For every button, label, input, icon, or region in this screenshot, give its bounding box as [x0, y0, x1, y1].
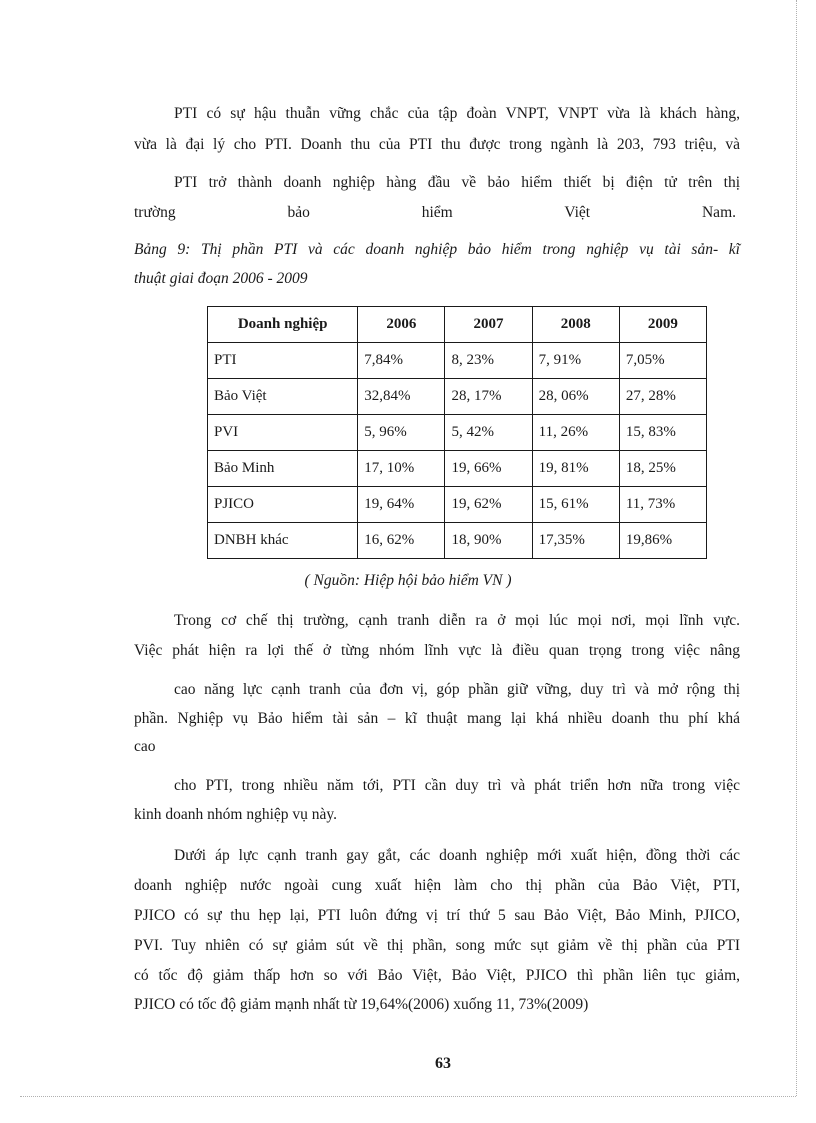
paragraph-3-line-2: Việc phát hiện ra lợi thế ở từng nhóm lĩnh vực là điều quan trọng trong việc nâng	[134, 642, 740, 659]
cell-value: 32,84%	[358, 379, 445, 415]
cell-value: 19, 66%	[445, 451, 532, 487]
paragraph-4-line-3: cao	[134, 738, 156, 755]
paragraph-6-line-5: có tốc độ giảm thấp hơn so với Bảo Việt, Bảo Việt, PJICO thì phần liên tục giảm,	[134, 967, 740, 984]
cell-value: 15, 61%	[532, 487, 619, 523]
cell-value: 7,05%	[619, 343, 706, 379]
cell-value: 16, 62%	[358, 523, 445, 559]
cell-value: 5, 96%	[358, 415, 445, 451]
paragraph-2-line-2: trường bảo hiểm Việt Nam.	[134, 204, 736, 221]
paragraph-6-line-6: PJICO có tốc độ giảm mạnh nhất từ 19,64%(2006) xuống 11, 73%(2009)	[134, 996, 589, 1013]
paragraph-5-line-2: kinh doanh nhóm nghiệp vụ này.	[134, 806, 338, 823]
cell-company: DNBH khác	[208, 523, 358, 559]
cell-company: Bảo Minh	[208, 451, 358, 487]
paragraph-1-line-2: vừa là đại lý cho PTI. Doanh thu của PTI thu được trong ngành là 203, 793 triệu, và	[134, 136, 740, 153]
cell-value: 11, 26%	[532, 415, 619, 451]
page-number: 63	[435, 1055, 451, 1072]
header-2008: 2008	[532, 307, 619, 343]
paragraph-2-line-1: PTI trở thành doanh nghiệp hàng đầu về bảo hiểm thiết bị điện tử trên thị	[174, 174, 740, 191]
table-row	[208, 487, 707, 523]
paragraph-4-line-2: phần. Nghiệp vụ Bảo hiểm tài sản – kĩ thuật mang lại khá nhiều doanh thu phí khá	[134, 710, 740, 727]
table-source-note: ( Nguồn: Hiệp hội bảo hiểm VN )	[304, 572, 512, 589]
paragraph-6-line-3: PJICO có sự thu hẹp lại, PTI luôn đứng vị trí thứ 5 sau Bảo Việt, Bảo Minh, PJICO,	[134, 907, 740, 924]
cell-value: 19, 62%	[445, 487, 532, 523]
paragraph-6-line-2: doanh nghiệp nước ngoài cung xuất hiện làm cho thị phần của Bảo Việt, PTI,	[134, 877, 740, 894]
cell-value: 18, 90%	[445, 523, 532, 559]
market-share-table	[207, 306, 707, 559]
cell-value: 19, 64%	[358, 487, 445, 523]
paragraph-1-line-1: PTI có sự hậu thuẫn vững chắc của tập đoàn VNPT, VNPT vừa là khách hàng,	[174, 105, 740, 122]
header-company: Doanh nghiệp	[208, 307, 358, 343]
cell-value: 15, 83%	[619, 415, 706, 451]
cell-value: 19,86%	[619, 523, 706, 559]
page-frame-bottom-border	[20, 1096, 796, 1097]
cell-value: 7, 91%	[532, 343, 619, 379]
paragraph-6-line-1: Dưới áp lực cạnh tranh gay gắt, các doanh nghiệp mới xuất hiện, đồng thời các	[174, 847, 740, 864]
header-2007: 2007	[445, 307, 532, 343]
cell-value: 17,35%	[532, 523, 619, 559]
cell-value: 7,84%	[358, 343, 445, 379]
table-caption-line-1: Bảng 9: Thị phần PTI và các doanh nghiệp bảo hiểm trong nghiệp vụ tài sản- kĩ	[134, 241, 740, 258]
header-2009: 2009	[619, 307, 706, 343]
header-2006: 2006	[358, 307, 445, 343]
table-header-row	[208, 307, 707, 343]
cell-value: 28, 17%	[445, 379, 532, 415]
cell-company: PTI	[208, 343, 358, 379]
cell-value: 18, 25%	[619, 451, 706, 487]
table-row	[208, 451, 707, 487]
cell-value: 27, 28%	[619, 379, 706, 415]
paragraph-6-line-4: PVI. Tuy nhiên có sự giảm sút về thị phần, song mức sụt giảm về thị phần của PTI	[134, 937, 740, 954]
table-row	[208, 343, 707, 379]
table-row	[208, 523, 707, 559]
table-row	[208, 379, 707, 415]
paragraph-3-line-1: Trong cơ chế thị trường, cạnh tranh diễn ra ở mọi lúc mọi nơi, mọi lĩnh vực.	[174, 612, 740, 629]
table-caption-line-2: thuật giai đoạn 2006 - 2009	[134, 270, 308, 287]
cell-company: PVI	[208, 415, 358, 451]
cell-company: PJICO	[208, 487, 358, 523]
page-frame-right-border	[796, 0, 797, 1096]
cell-value: 17, 10%	[358, 451, 445, 487]
cell-value: 11, 73%	[619, 487, 706, 523]
cell-value: 5, 42%	[445, 415, 532, 451]
paragraph-5-line-1: cho PTI, trong nhiều năm tới, PTI cần duy trì và phát triển hơn nữa trong việc	[174, 777, 740, 794]
table-row	[208, 415, 707, 451]
cell-value: 19, 81%	[532, 451, 619, 487]
cell-value: 28, 06%	[532, 379, 619, 415]
cell-value: 8, 23%	[445, 343, 532, 379]
paragraph-4-line-1: cao năng lực cạnh tranh của đơn vị, góp phần giữ vững, duy trì và mở rộng thị	[174, 681, 740, 698]
cell-company: Bảo Việt	[208, 379, 358, 415]
